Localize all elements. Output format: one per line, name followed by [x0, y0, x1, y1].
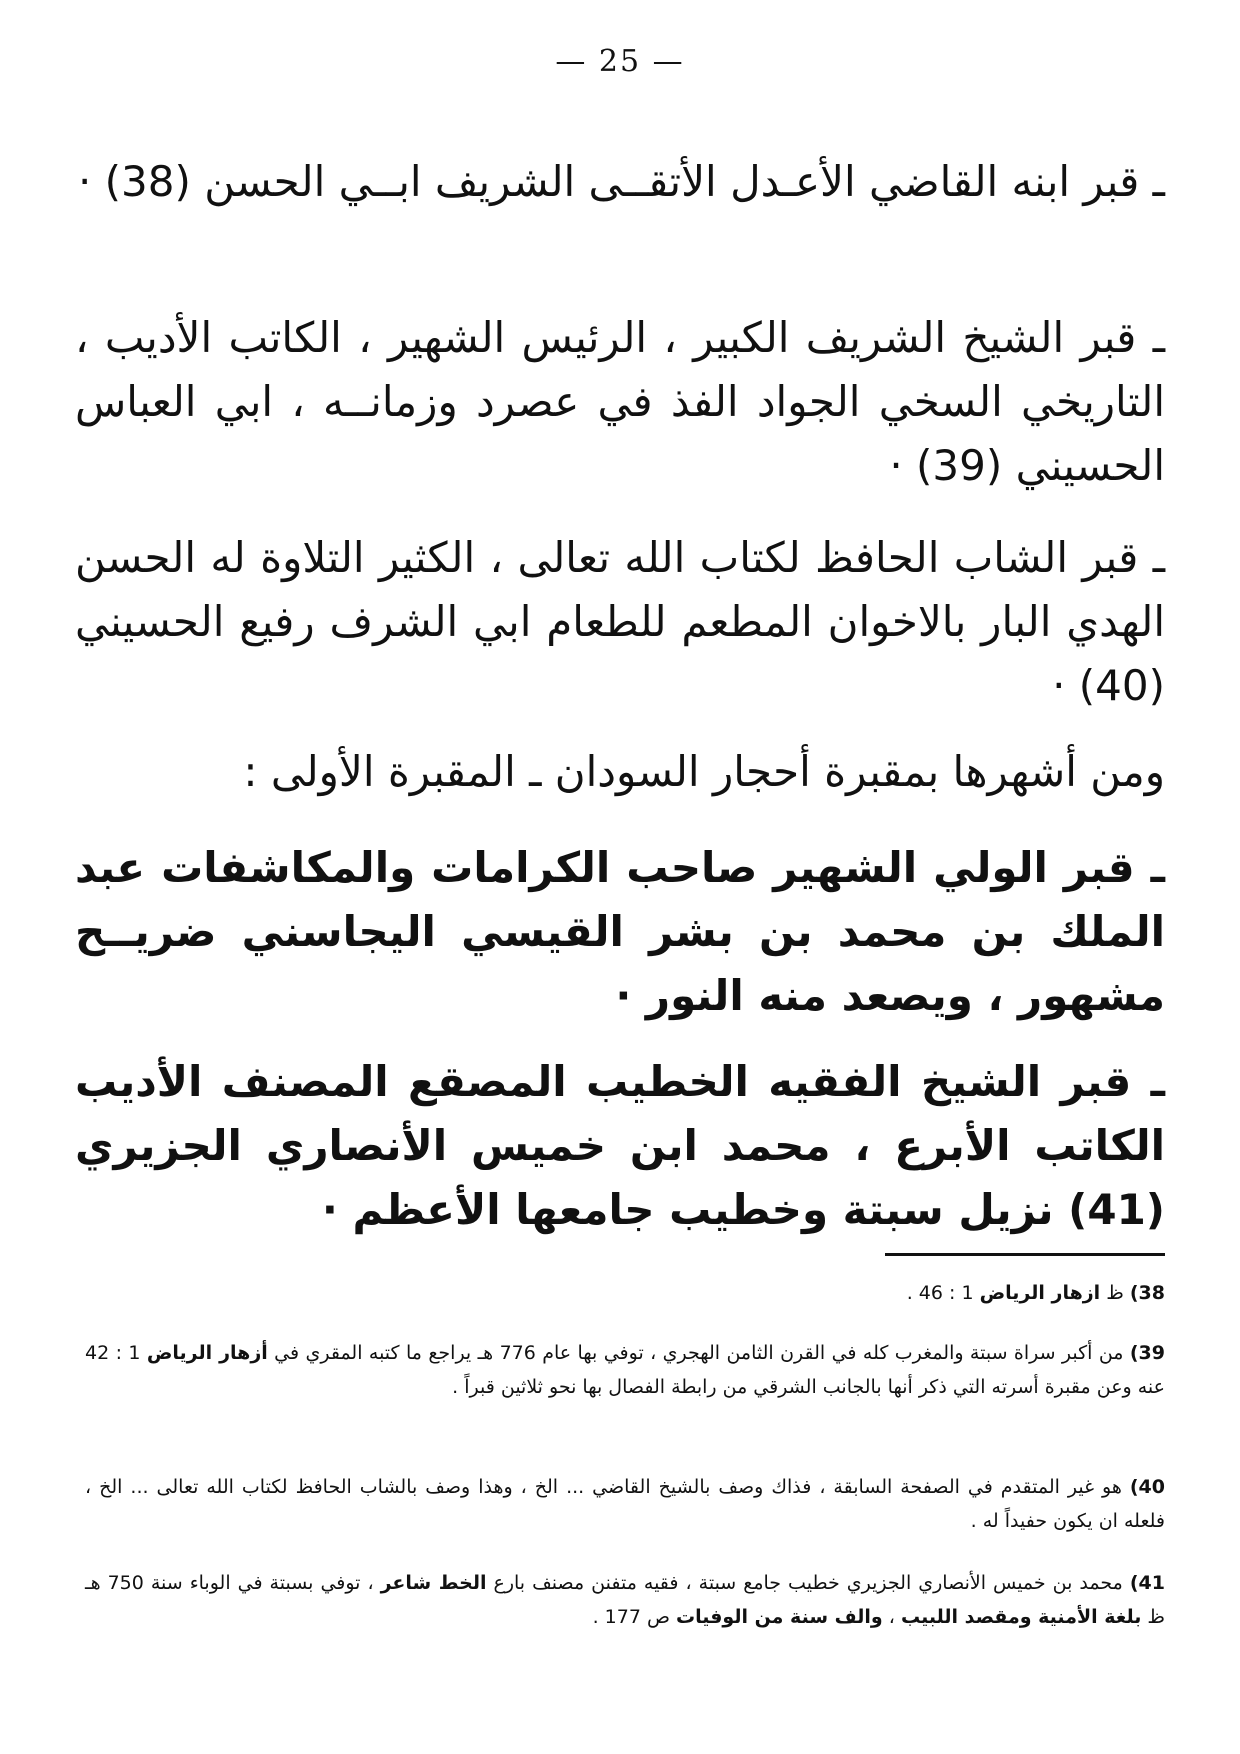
footnote-emphasis: الخط شاعر: [380, 1572, 487, 1594]
paragraph-text: ـ قبر الشاب الحافظ لكتاب الله تعالى ، الكثير التلاوة له الحسن الهدي البار بالاخوان المطعم للطعام ابي الشرف رفيع الحسيني (40) ·: [75, 533, 1165, 710]
footnote-text: 1 : 42 عنه وعن مقبرة أسرته التي ذكر أنها بالجانب الشرقي من رابطة الفصال بها نحو ثلاثين قبراً .: [85, 1342, 1165, 1398]
paragraph-text: ـ قبر ابنه القاضي الأعـدل الأتقــى الشريف ابــي الحسن (38) ·: [77, 157, 1165, 206]
footnote-39: [85, 1336, 1165, 1404]
paragraph-grave-faqih: [75, 1050, 1165, 1242]
paragraph-grave-judge: [75, 150, 1165, 214]
footnote-source-title: ازهار الرياض: [979, 1282, 1101, 1304]
footnote-text: هو غير المتقدم في الصفحة السابقة ، فذاك وصف بالشيخ القاضي ... الخ ، وهذا وصف بالشاب الحافظ لكتاب الله تعالى ... الخ ، فلعله ان يكون حفيداً له .: [85, 1476, 1165, 1532]
footnote-text: ،: [882, 1606, 901, 1628]
footnote-source-title: بلغة الأمنية ومقصد اللبيب: [900, 1606, 1142, 1628]
footnote-41: [85, 1566, 1165, 1634]
paragraph-grave-young-hafiz: [75, 526, 1165, 718]
footnote-38: [85, 1276, 1165, 1310]
paragraph-text: ـ قبر الشيخ الشريف الكبير ، الرئيس الشهير ، الكاتب الأديب ، التاريخي السخي الجواد الفذ في عصرد وزمانــه ، ابي العباس الحسيني (39) ·: [75, 313, 1165, 490]
footnote-number: 41): [1129, 1572, 1165, 1594]
paragraph-grave-wali: [75, 836, 1165, 1028]
footnote-number: 40): [1129, 1476, 1165, 1498]
footnote-text: ظ: [1100, 1282, 1130, 1304]
footnote-number: 39): [1129, 1342, 1165, 1364]
paragraph-text: ـ قبر الولي الشهير صاحب الكرامات والمكاشفات عبد الملك بن محمد بن بشر القيسي اليجاسني ضريــح مشهور ، ويصعد منه النور ·: [75, 843, 1165, 1020]
footnote-40: [85, 1470, 1165, 1538]
page-number: — 25 —: [555, 44, 685, 79]
footnote-divider: [885, 1253, 1165, 1256]
footnote-text: من أكبر سراة سبتة والمغرب كله في القرن الثامن الهجري ، توفي بها عام 776 هـ يراجع ما كتبه المقري في: [267, 1342, 1130, 1364]
footnote-text: 1 : 46 .: [906, 1282, 980, 1304]
footnote-number: 38): [1129, 1282, 1165, 1304]
footnote-text: ص 177 .: [592, 1606, 676, 1628]
paragraph-text: ومن أشهرها بمقبرة أحجار السودان ـ المقبرة الأولى :: [243, 747, 1165, 796]
footnote-source-title: أزهار الرياض: [146, 1342, 268, 1364]
paragraph-cemetery-heading: [75, 740, 1165, 804]
footnote-source-title: والف سنة من الوفيات: [675, 1606, 883, 1628]
paragraph-text: ـ قبر الشيخ الفقيه الخطيب المصقع المصنف الأديب الكاتب الأبرع ، محمد ابن خميس الأنصاري الجزيري (41) نزيل سبتة وخطيب جامعها الأعظم ·: [75, 1057, 1165, 1234]
footnote-text: محمد بن خميس الأنصاري الجزيري خطيب جامع سبتة ، فقيه متفنن مصنف بارع: [486, 1572, 1130, 1594]
footnote-text: ، توفي بسبتة في الوباء سنة 750 هـ ظ: [85, 1572, 1165, 1628]
paragraph-grave-sheikh-sharif: [75, 306, 1165, 498]
